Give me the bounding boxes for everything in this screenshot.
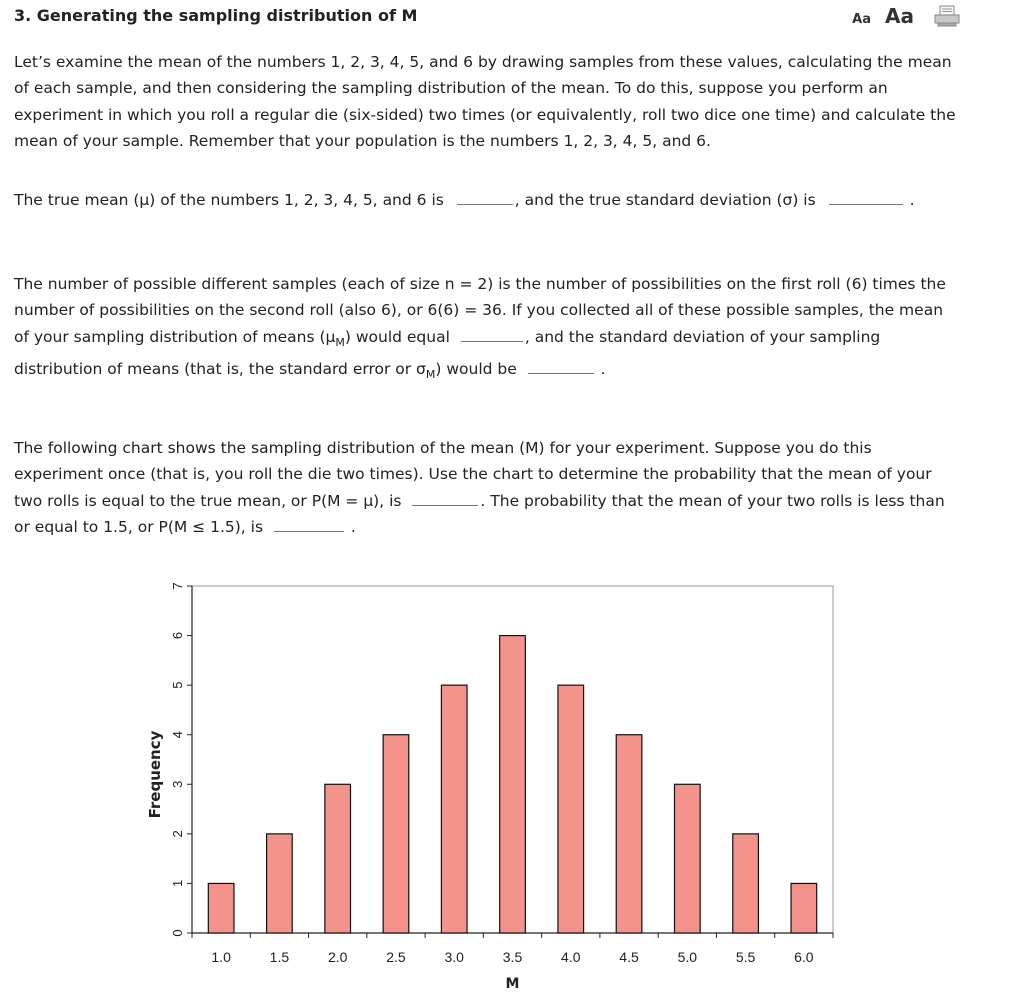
bar xyxy=(500,636,526,933)
bar xyxy=(674,784,700,933)
bar xyxy=(616,735,642,933)
q3-text-c: . xyxy=(350,518,356,537)
bar xyxy=(733,834,759,933)
x-tick-label: 4.5 xyxy=(619,949,639,965)
x-tick-label: 5.5 xyxy=(735,949,756,965)
y-tick-label: 0 xyxy=(170,929,185,937)
x-tick-label: 1.5 xyxy=(269,949,290,965)
intro-paragraph: Let’s examine the mean of the numbers 1, 2, 3, 4, 5, and 6 by drawing samples from these values, calculating the mean of each sample, and then considering the sampling distribution of the mean. To do this, suppose you perform an experiment in which you roll a regular die (six-sided) two times (or equivalently, roll two dice one time) and calculate the mean of your sample. Remember that your population is the numbers 1, 2, 3, 4, 5, and 6. xyxy=(14,53,956,151)
y-tick-label: 6 xyxy=(170,631,185,640)
bar xyxy=(441,685,467,933)
y-tick-label: 5 xyxy=(170,681,185,689)
true-mean-answer-blank[interactable] xyxy=(457,188,513,205)
standard-error-answer-blank[interactable] xyxy=(528,357,594,374)
x-tick-label: 2.0 xyxy=(327,949,348,965)
print-icon[interactable] xyxy=(934,5,960,27)
true-mean-question xyxy=(14,187,962,213)
y-tick-label: 4 xyxy=(170,731,185,739)
bar xyxy=(325,784,351,933)
x-tick-label: 6.0 xyxy=(794,949,814,965)
q2-sub1: M xyxy=(335,335,345,349)
font-size-controls xyxy=(852,4,914,28)
true-sd-answer-blank[interactable] xyxy=(829,188,903,205)
section-title: 3. Generating the sampling distribution of M xyxy=(14,6,418,25)
x-axis-title: M xyxy=(505,976,520,992)
bar xyxy=(267,834,293,933)
y-tick-label: 3 xyxy=(170,780,185,788)
sampling-mean-answer-blank[interactable] xyxy=(461,325,523,342)
q1-text-a: The true mean (μ) of the numbers 1, 2, 3, 4, 5, and 6 is xyxy=(14,191,444,209)
bar xyxy=(208,883,234,933)
sampling-distribution-chart xyxy=(0,570,1024,1003)
y-axis-title: Frequency xyxy=(146,730,164,819)
q3-text-b: . The probability that the mean of your two rolls is less than or equal to 1.5, or P(M ≤ 1.5), is xyxy=(14,491,945,537)
prob-le-1-5-answer-blank[interactable] xyxy=(274,515,344,532)
sampling-distribution-question xyxy=(14,271,962,389)
q2-text-c: , and the standard deviation of your sampling distribution of means (that is, the standard error or σ xyxy=(14,327,881,379)
probability-question xyxy=(14,435,962,541)
x-tick-label: 3.0 xyxy=(444,949,464,965)
y-tick-label: 1 xyxy=(170,879,185,888)
x-tick-label: 4.0 xyxy=(561,949,581,965)
x-tick-label: 2.5 xyxy=(386,949,406,965)
bar xyxy=(791,883,817,933)
x-tick-label: 5.0 xyxy=(677,949,698,965)
prob-equal-mean-answer-blank[interactable] xyxy=(412,489,478,506)
font-large-button[interactable]: Aa xyxy=(885,4,914,28)
q2-text-b: ) would equal xyxy=(344,327,450,346)
font-small-button[interactable]: Aa xyxy=(852,12,872,27)
bar xyxy=(558,685,584,933)
q2-sub2: M xyxy=(425,368,436,382)
y-tick-label: 7 xyxy=(170,582,185,590)
q1-text-c: . xyxy=(909,191,915,209)
x-tick-label: 1.0 xyxy=(211,949,231,965)
bar xyxy=(383,735,409,933)
x-tick-label: 3.5 xyxy=(502,949,523,965)
y-tick-label: 2 xyxy=(170,830,185,838)
q1-text-b: , and the true standard deviation (σ) is xyxy=(514,191,816,209)
q2-text-e: . xyxy=(600,360,606,379)
q2-text-a: The number of possible different samples (each of size n = 2) is the number of possibilities on the first roll (6) times the number of possibilities on the second roll (also 6), or 6(6) = 36. If you collected all of these possible samples, the mean of your sampling distribution of means (μ xyxy=(14,275,946,346)
q2-text-d: ) would be xyxy=(435,360,517,379)
q3-text-a: The following chart shows the sampling distribution of the mean (M) for your experiment. Suppose you do this experiment once (that is, you roll the die two times). Use the chart to determine the probability that the mean of your two rolls is equal to the true mean, or P(M = μ), is xyxy=(14,439,932,510)
